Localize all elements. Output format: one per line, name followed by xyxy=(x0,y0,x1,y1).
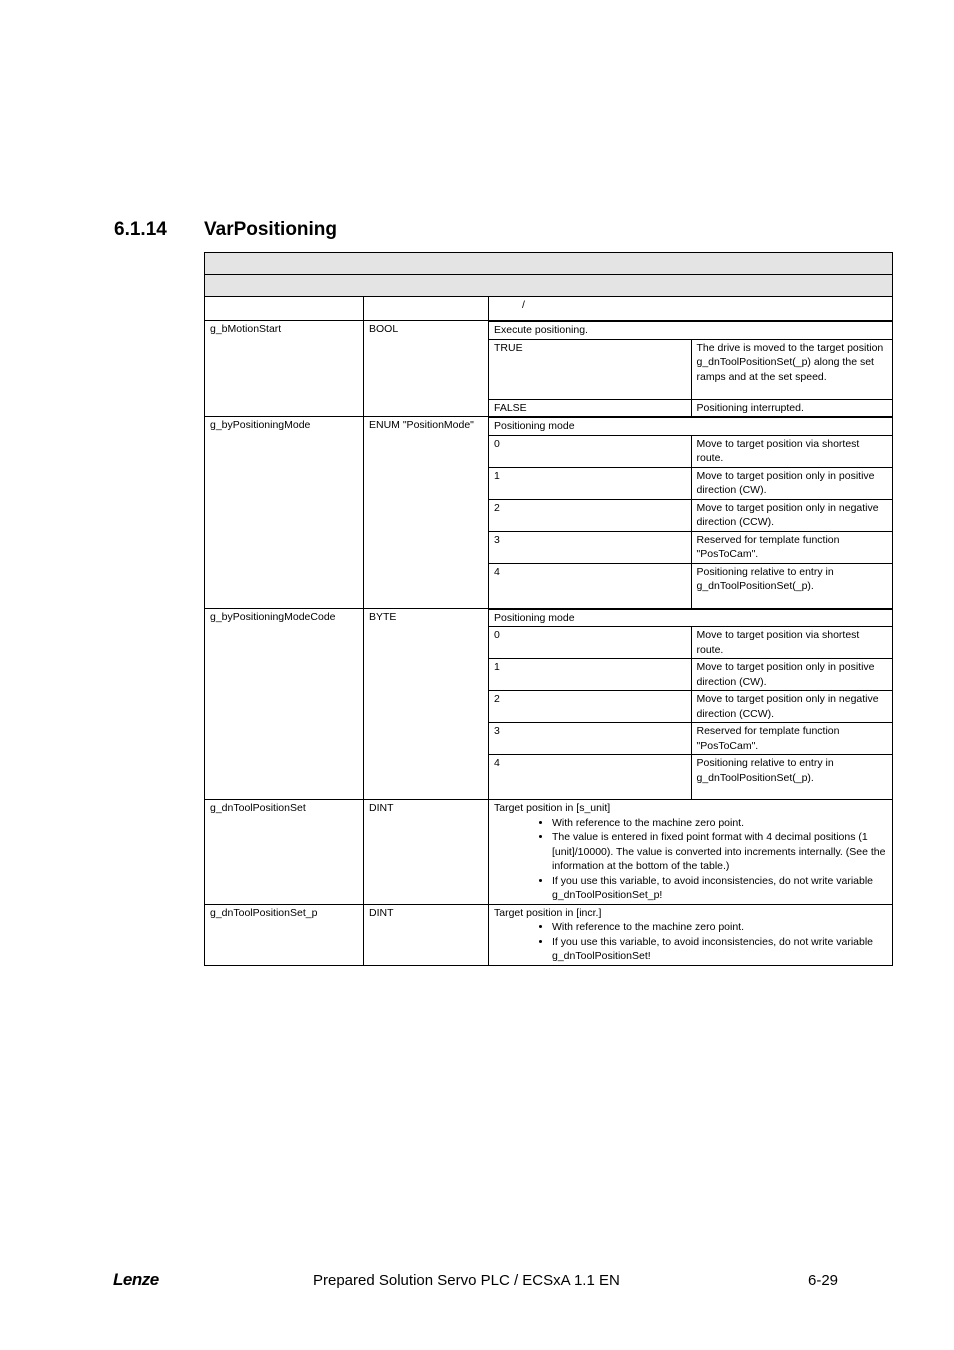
document-title: Prepared Solution Servo PLC / ECSxA 1.1 EN xyxy=(313,1272,620,1289)
value-row xyxy=(489,755,892,800)
description-text: Execute positioning. xyxy=(489,322,892,340)
value-code: 0 xyxy=(489,627,691,659)
bullet-item: • If you use this variable, to avoid inconsistencies, do not write variable g_dnToolPositionSet! xyxy=(552,935,887,964)
value-row xyxy=(489,435,892,467)
value-meaning: Move to target position only in negative direction (CCW). xyxy=(691,691,892,723)
page-number: 6-29 xyxy=(808,1272,839,1289)
lenze-logo: Lenze xyxy=(113,1270,159,1289)
value-row xyxy=(489,691,892,723)
value-meaning: Reserved for template function "PosToCam". xyxy=(691,531,892,563)
value-row xyxy=(489,659,892,691)
bullet-item: • The value is entered in fixed point format with 4 decimal positions (1 [unit]/10000). The value is converted into increments internally. (See the information at the bottom of the table.) xyxy=(552,830,887,874)
variable-name-cell: g_bMotionStart xyxy=(205,321,364,417)
header-name-cell xyxy=(205,297,364,321)
value-meaning: Move to target position via shortest route. xyxy=(691,627,892,659)
variable-description-cell xyxy=(489,417,893,609)
value-code: TRUE xyxy=(489,339,691,399)
value-meaning: Move to target position only in positive direction (CW). xyxy=(691,467,892,499)
variable-type-cell: BYTE xyxy=(364,608,489,800)
bullet-item: • If you use this variable, to avoid inconsistencies, do not write variable g_dnToolPositionSet_p! xyxy=(552,874,887,903)
value-meaning: Move to target position only in negative direction (CCW). xyxy=(691,499,892,531)
value-meaning: Reserved for template function "PosToCam". xyxy=(691,723,892,755)
bullet-item: • With reference to the machine zero point. xyxy=(552,920,887,935)
page-footer xyxy=(0,1270,954,1294)
variable-type-cell: DINT xyxy=(364,904,489,965)
description-text: Positioning mode xyxy=(489,418,892,436)
value-table xyxy=(489,417,892,608)
section-number: 6.1.14 xyxy=(114,219,167,240)
table-row xyxy=(205,321,893,417)
value-row xyxy=(489,627,892,659)
table-row xyxy=(205,608,893,800)
table-header-row xyxy=(205,297,893,321)
variable-description-cell xyxy=(489,800,893,905)
header-slash: / xyxy=(522,299,525,311)
variable-name-cell: g_dnToolPositionSet_p xyxy=(205,904,364,965)
variable-type-cell: DINT xyxy=(364,800,489,905)
table-title-row xyxy=(205,253,893,275)
header-type-cell xyxy=(364,297,489,321)
variables-table xyxy=(204,252,893,966)
value-code: 0 xyxy=(489,435,691,467)
section-title: VarPositioning xyxy=(204,219,338,240)
value-row xyxy=(489,723,892,755)
value-code: 3 xyxy=(489,723,691,755)
variable-type-cell: ENUM "PositionMode" xyxy=(364,417,489,609)
value-meaning: Move to target position via shortest route. xyxy=(691,435,892,467)
value-row xyxy=(489,499,892,531)
description-text: Positioning mode xyxy=(489,609,892,627)
table-subtitle-row xyxy=(205,275,893,297)
value-meaning: Positioning interrupted. xyxy=(691,399,892,416)
bullet-list xyxy=(494,816,887,903)
value-meaning: Positioning relative to entry in g_dnToolPositionSet(_p). xyxy=(691,755,892,800)
value-row xyxy=(489,563,892,608)
variable-name-cell: g_byPositioningMode xyxy=(205,417,364,609)
value-code: 1 xyxy=(489,659,691,691)
value-meaning: The drive is moved to the target position g_dnToolPositionSet(_p) along the set ramps and at the set speed. xyxy=(691,339,892,399)
variable-name-cell: g_dnToolPositionSet xyxy=(205,800,364,905)
variable-name-cell: g_byPositioningModeCode xyxy=(205,608,364,800)
value-row xyxy=(489,399,892,416)
value-meaning: Positioning relative to entry in g_dnToolPositionSet(_p). xyxy=(691,563,892,608)
table-row xyxy=(205,904,893,965)
variable-description-cell xyxy=(489,321,893,417)
value-code: 2 xyxy=(489,499,691,531)
table-row xyxy=(205,800,893,905)
value-row xyxy=(489,531,892,563)
value-code: FALSE xyxy=(489,399,691,416)
bullet-item: • With reference to the machine zero point. xyxy=(552,816,887,831)
description-text: Target position in [incr.] xyxy=(494,906,602,919)
value-table xyxy=(489,609,892,800)
value-meaning: Move to target position only in positive direction (CW). xyxy=(691,659,892,691)
header-description-cell xyxy=(489,297,893,321)
value-row xyxy=(489,467,892,499)
value-row xyxy=(489,339,892,399)
value-code: 2 xyxy=(489,691,691,723)
value-table xyxy=(489,321,892,416)
table-row xyxy=(205,417,893,609)
value-code: 1 xyxy=(489,467,691,499)
value-code: 3 xyxy=(489,531,691,563)
variable-description-cell xyxy=(489,608,893,800)
value-code: 4 xyxy=(489,563,691,608)
description-text: Target position in [s_unit] xyxy=(494,802,611,814)
value-code: 4 xyxy=(489,755,691,800)
variable-description-cell xyxy=(489,904,893,965)
bullet-list xyxy=(494,920,887,964)
variable-type-cell: BOOL xyxy=(364,321,489,417)
